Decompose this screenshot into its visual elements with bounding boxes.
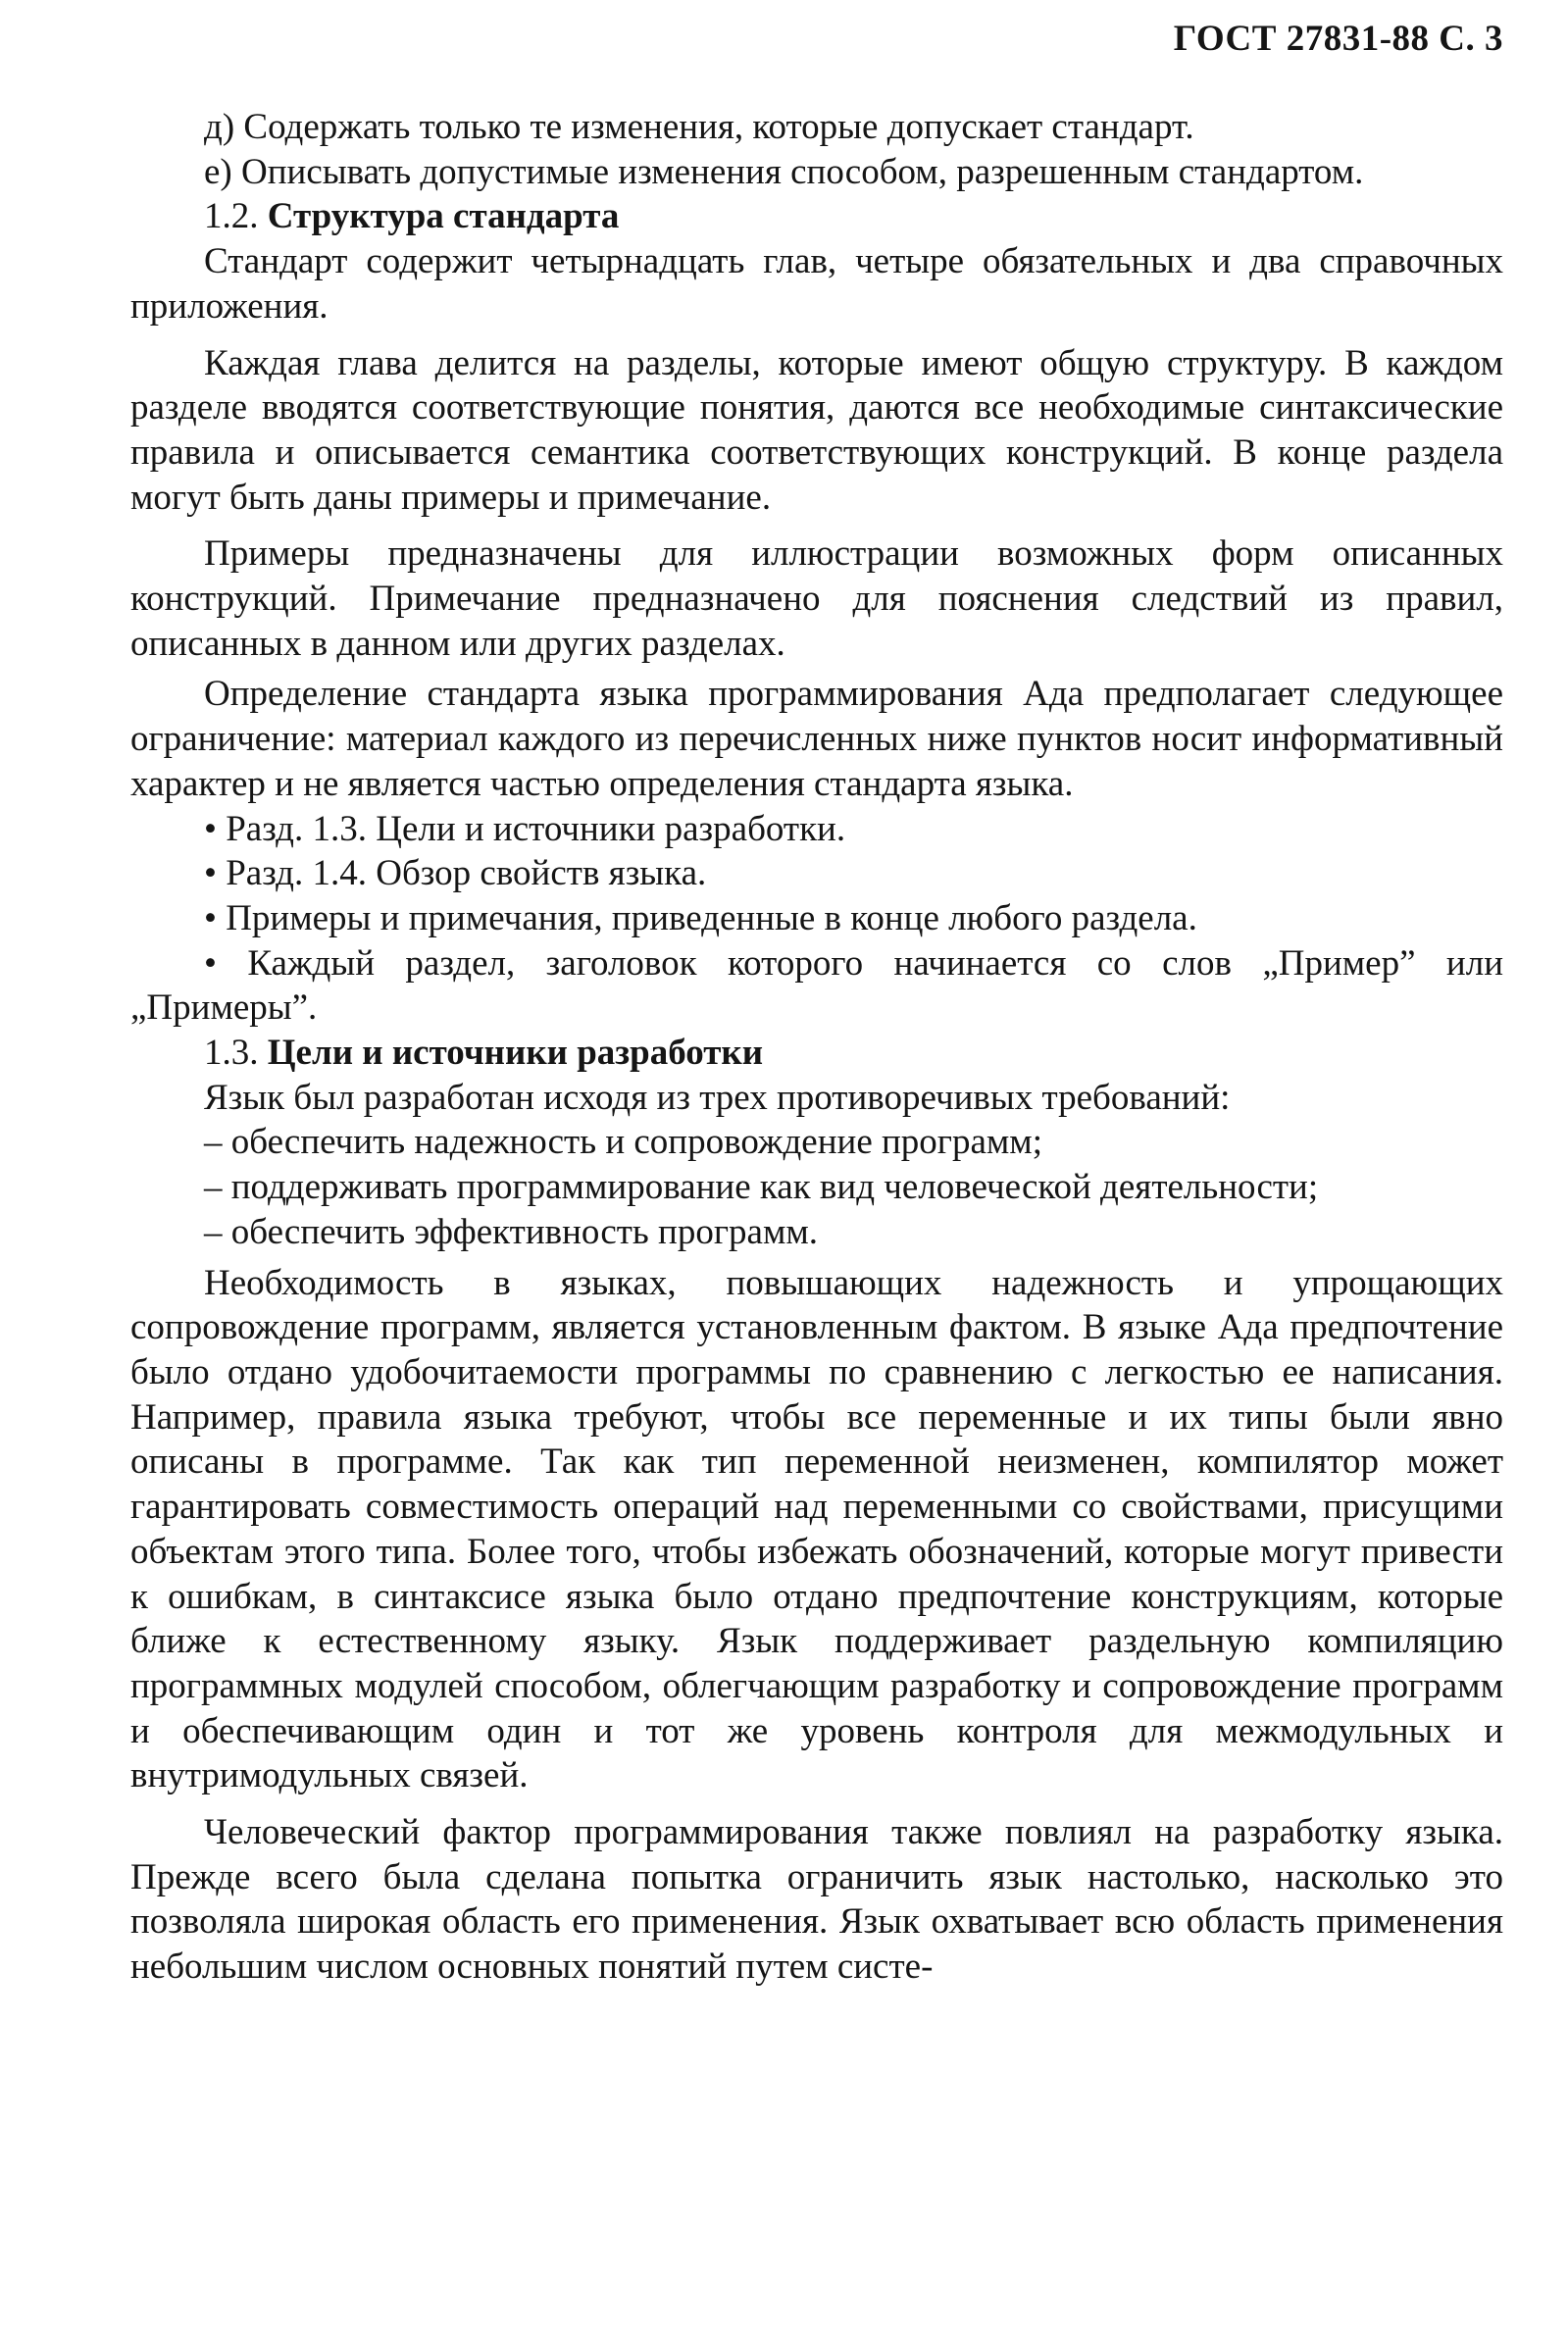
section-number: 1.2.	[204, 196, 259, 237]
bullet-item: • Примеры и примечания, приведенные в конце любого раздела.	[204, 897, 1197, 938]
dash-item: – поддерживать программирование как вид человеческой деятельности;	[204, 1167, 1319, 1208]
list-item-e: е) Описывать допустимые изменения способом, разрешенным стандартом.	[204, 151, 1364, 192]
section-title: Цели и источники разработки	[267, 1033, 764, 1074]
bullet-item: • Разд. 1.4. Обзор свойств языка.	[204, 853, 707, 894]
paragraph-structure: Стандарт содержит четырнадцать глав, четыре обязательных и два справочных приложения.	[130, 241, 1503, 327]
page-body	[130, 105, 1503, 1990]
paragraph-human-factor: Человеческий фактор программирования также повлиял на разработку языка. Прежде всего была сделана попытка ограничить язык настолько, насколько это позволяла широкая область его применения. Язык охватывает всю область применения небольшим числом основных понятий путем систе-	[130, 1812, 1503, 1988]
list-item-d: д) Содержать только те изменения, которые допускает стандарт.	[204, 107, 1194, 147]
running-header: ГОСТ 27831-88 С. 3	[1173, 19, 1503, 59]
section-number: 1.3.	[204, 1033, 259, 1074]
dash-item: – обеспечить надежность и сопровождение программ;	[204, 1122, 1042, 1163]
paragraph-examples: Примеры предназначены для иллюстрации возможных форм описанных конструкций. Примечание предназначено для пояснения следствий из правил, описанных в данном или других разделах.	[130, 533, 1503, 664]
bullet-item: • Разд. 1.3. Цели и источники разработки.	[204, 808, 846, 849]
section-title: Структура стандарта	[267, 196, 620, 237]
paragraph-requirements: Язык был разработан исходя из трех противоречивых требований:	[204, 1077, 1231, 1118]
paragraph-definition: Определение стандарта языка программирования Ада предполагает следующее ограничение: материал каждого из перечисленных ниже пунктов носит информативный характер и не является частью определения стандарта языка.	[130, 674, 1503, 804]
bullet-item: • Каждый раздел, заголовок которого начинается со слов „Пример” или „Примеры”.	[130, 942, 1503, 1029]
section-heading-1-3	[130, 1031, 1503, 1076]
dash-item: – обеспечить эффективность программ.	[204, 1211, 819, 1252]
section-heading-1-2	[130, 194, 1503, 239]
paragraph-reliability: Необходимость в языках, повышающих надежность и упрощающих сопровождение программ, является установленным фактом. В языке Ада предпочтение было отдано удобочитаемости программы по сравнению с легкостью ее написания. Например, правила языка требуют, чтобы все переменные и их типы были явно описаны в программе. Так как тип переменной неизменен, компилятор может гарантировать совместимость операций над переменными со свойствами, присущими объектам этого типа. Более того, чтобы избежать обозначений, которые могут привести к ошибкам, в синтаксисе языка было отдано предпочтение конструкциям, которые ближе к естественному языку. Язык поддерживает раздельную компиляцию программных модулей способом, облегчающим разработку и сопровождение программ и обеспечивающим один и тот же уровень контроля для межмодульных и внутримодульных связей.	[130, 1262, 1503, 1796]
paragraph-chapters: Каждая глава делится на разделы, которые имеют общую структуру. В каждом разделе вводятся соответствующие понятия, даются все необходимые синтаксические правила и описывается семантика соответствующих конструкций. В конце раздела могут быть даны примеры и примечание.	[130, 342, 1503, 518]
